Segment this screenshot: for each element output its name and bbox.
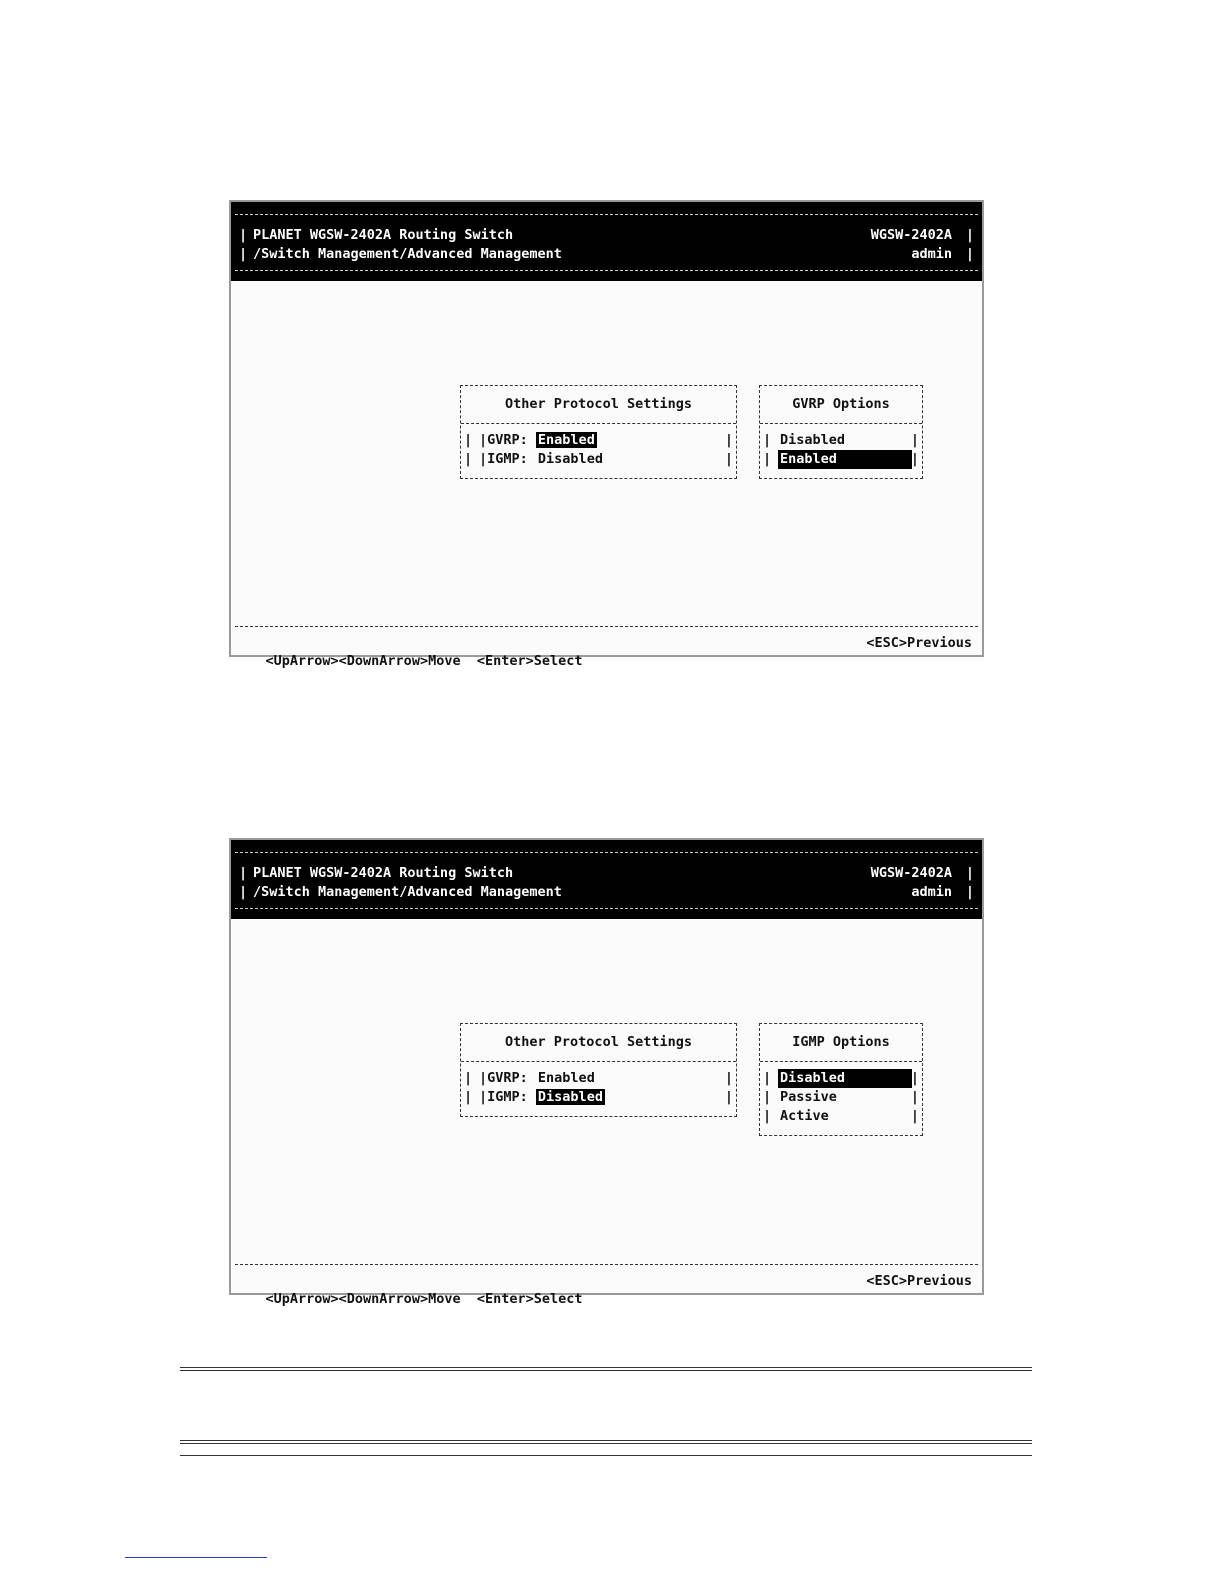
setting-row-igmp[interactable] <box>461 1088 736 1107</box>
option-label[interactable]: Disabled <box>780 432 846 448</box>
previous-hint: <ESC>Previous <box>866 635 972 651</box>
box-title: Other Protocol Settings <box>461 386 736 424</box>
header-bar: | <box>965 865 974 881</box>
row-bar: | <box>763 451 772 467</box>
row-bar: | <box>464 1070 473 1086</box>
select-hint: <Enter>Select <box>476 1291 583 1307</box>
row-bar: | <box>724 1089 733 1105</box>
row-bar: | <box>910 1108 919 1124</box>
setting-label: GVRP: <box>487 432 528 448</box>
header-bar: | <box>965 246 974 262</box>
page-double-rule-top <box>180 1367 1032 1368</box>
setting-label: GVRP: <box>487 1070 528 1086</box>
row-bar: | <box>910 1089 919 1105</box>
row-bar: | <box>763 1070 772 1086</box>
header-bar: | <box>965 227 974 243</box>
row-bar: | <box>464 432 473 448</box>
header-bar: | <box>239 227 248 243</box>
setting-row-igmp[interactable] <box>461 450 736 469</box>
option-label[interactable]: Active <box>780 1108 829 1124</box>
header-bar: | <box>239 246 248 262</box>
row-bar: | <box>464 1089 473 1105</box>
row-bar: | <box>763 432 772 448</box>
option-label[interactable]: Passive <box>780 1089 837 1105</box>
option-disabled[interactable] <box>760 431 922 450</box>
setting-value-igmp[interactable]: Disabled <box>537 451 603 467</box>
row-bar: | <box>763 1108 772 1124</box>
header-line-2 <box>239 883 974 901</box>
switch-title: PLANET WGSW-2402A Routing Switch <box>253 865 514 881</box>
other-protocol-settings-box <box>460 385 737 479</box>
menu-path: /Switch Management/Advanced Management <box>253 246 562 262</box>
header-bar: | <box>239 865 248 881</box>
option-enabled[interactable] <box>760 450 922 469</box>
terminal-screen-gvrp <box>229 200 984 669</box>
setting-row-gvrp[interactable] <box>461 1069 736 1088</box>
header-bar: | <box>965 884 974 900</box>
option-disabled[interactable] <box>760 1069 922 1088</box>
igmp-options-box <box>759 1023 923 1136</box>
setting-label: IGMP: <box>487 451 528 467</box>
setting-label: IGMP: <box>487 1089 528 1105</box>
terminal-header <box>231 202 982 281</box>
options-title: IGMP Options <box>760 1024 922 1062</box>
row-bar: | <box>910 432 919 448</box>
gvrp-options-box <box>759 385 923 479</box>
header-line-1 <box>239 226 974 244</box>
options-title: GVRP Options <box>760 386 922 424</box>
switch-model: WGSW-2402A <box>870 865 952 881</box>
row-cell: |GVRP: Enabled <box>479 1070 595 1086</box>
page-double-rule-middle <box>180 1440 1032 1441</box>
switch-model: WGSW-2402A <box>870 227 952 243</box>
row-cell: |IGMP: Disabled <box>479 451 603 467</box>
key-help-bar <box>233 634 972 669</box>
box-title: Other Protocol Settings <box>461 1024 736 1062</box>
setting-value-gvrp[interactable]: Enabled <box>537 432 595 448</box>
header-bottom-rule <box>235 908 978 909</box>
header-line-2 <box>239 245 974 263</box>
header-bar: | <box>239 884 248 900</box>
previous-hint: <ESC>Previous <box>866 1273 972 1289</box>
move-hint: <UpArrow><DownArrow>Move <box>265 653 461 669</box>
move-hint: <UpArrow><DownArrow>Move <box>265 1291 461 1307</box>
row-bar: | <box>910 1070 919 1086</box>
user-name: admin <box>911 884 952 900</box>
other-protocol-settings-box <box>460 1023 737 1117</box>
row-bar: | <box>724 432 733 448</box>
row-bar: | <box>464 451 473 467</box>
terminal-screen-igmp <box>229 838 984 1307</box>
setting-value-igmp[interactable]: Disabled <box>537 1089 603 1105</box>
terminal-header <box>231 840 982 919</box>
menu-path: /Switch Management/Advanced Management <box>253 884 562 900</box>
row-cell: |IGMP: Disabled <box>479 1089 603 1105</box>
setting-value-gvrp[interactable]: Enabled <box>537 1070 595 1086</box>
option-passive[interactable] <box>760 1088 922 1107</box>
user-name: admin <box>911 246 952 262</box>
select-hint: <Enter>Select <box>476 653 583 669</box>
page-rule-bottom <box>180 1455 1032 1456</box>
header-line-1 <box>239 864 974 882</box>
row-bar: | <box>724 1070 733 1086</box>
footer-rule <box>235 1264 978 1265</box>
row-bar: | <box>724 451 733 467</box>
row-bar: | <box>910 451 919 467</box>
footnote-separator <box>125 1557 267 1558</box>
footer-rule <box>235 626 978 627</box>
row-cell: |GVRP: Enabled <box>479 432 595 448</box>
setting-row-gvrp[interactable] <box>461 431 736 450</box>
header-bottom-rule <box>235 270 978 271</box>
key-help-bar <box>233 1272 972 1307</box>
option-active[interactable] <box>760 1107 922 1126</box>
option-label-selected[interactable]: Enabled <box>778 450 912 469</box>
row-bar: | <box>763 1089 772 1105</box>
header-top-rule <box>235 852 978 853</box>
header-top-rule <box>235 214 978 215</box>
switch-title: PLANET WGSW-2402A Routing Switch <box>253 227 514 243</box>
option-label-selected[interactable]: Disabled <box>778 1069 912 1088</box>
